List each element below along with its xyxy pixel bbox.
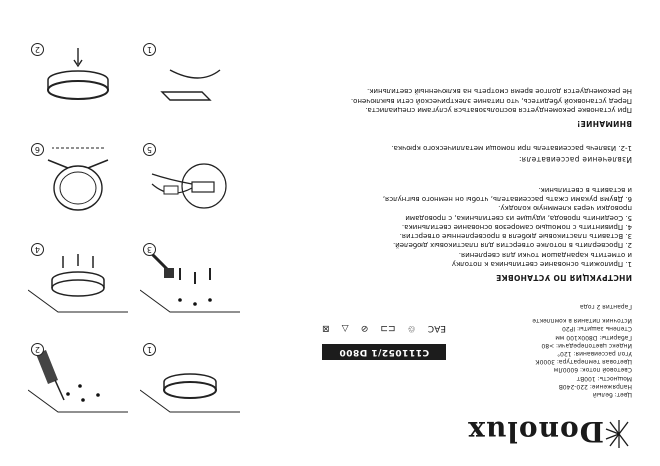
figure-install-6 <box>28 140 128 230</box>
spec-flux: Световой поток: 6000Лм <box>553 366 632 374</box>
wiring-illustration <box>140 140 240 230</box>
spec-list <box>482 316 632 398</box>
figure-install-1 <box>140 340 240 430</box>
brand-logo <box>467 412 634 452</box>
remove-steps <box>391 143 632 152</box>
figure-install-2 <box>28 340 128 430</box>
mark-warning: △ <box>341 323 349 333</box>
figure-number: 2 <box>31 43 44 56</box>
ceiling-ring-illustration <box>140 340 240 430</box>
spec-ip: Степень защиты: IP20 <box>562 325 632 333</box>
remove-line: 1-2. Извлечь рассеиватель при помощи металлического крючка. <box>391 144 632 152</box>
install-line: 6. Двумя руками сжать рассеиватель, чтобы он немного выгнулся, <box>382 194 632 203</box>
install-line: проводки через клеммную колодку. <box>498 204 632 213</box>
attention-title: ВНИМАНИЕ! <box>576 119 632 128</box>
mark-no: ⊘ <box>360 323 369 333</box>
figure-number: 1 <box>143 343 156 356</box>
spec-color: Цвет: белый <box>592 391 632 398</box>
figure-number: 5 <box>143 143 156 156</box>
model-code: C111052/1 D800 <box>322 344 446 360</box>
drill-illustration <box>28 340 128 430</box>
spec-power: Мощность: 100Вт <box>576 374 632 382</box>
warranty: Гарантия 2 года <box>579 303 632 310</box>
mark-recycle: ♲ <box>407 323 416 333</box>
install-line: 3. Вставить пластиковые дюбеля в просверленные отверстия. <box>399 232 632 241</box>
attention-line: Не рекомендуется долгое время смотреть на включенный светильник. <box>366 87 632 96</box>
install-line: и вставить в светильник. <box>538 185 632 194</box>
attention-line: При установке рекомендуется воспользоваться услугами специалиста. <box>365 106 632 114</box>
spec-angle: Угол рассеивания: 120° <box>557 349 632 357</box>
figure-install-4 <box>28 240 128 330</box>
spec-source: Источник питания в комплекте <box>532 317 632 325</box>
install-line: и отметить карандашом точки для сверления. <box>458 250 632 259</box>
remove-diffuser-illustration <box>28 40 128 130</box>
attention-lines <box>351 86 632 114</box>
figure-number: 3 <box>143 243 156 256</box>
figure-number: 6 <box>31 143 44 156</box>
figure-install-5 <box>140 140 240 230</box>
install-title: ИНСТРУКЦИЯ ПО УСТАНОВКЕ <box>495 273 632 282</box>
cert-marks <box>322 320 446 336</box>
install-line: 2. Просверлить в потолке отверстия для пластиковых дюбелей. <box>392 241 632 250</box>
install-line: 4. Привинтить с помощью саморезов основание светильника. <box>401 222 632 231</box>
diffuser-illustration <box>28 140 128 230</box>
mark-eac: ЕАС <box>427 323 446 333</box>
figure-number: 2 <box>31 343 44 356</box>
text-panel <box>320 10 642 460</box>
install-steps <box>383 184 632 268</box>
install-line: 1. Приложить основание светильника к потолку <box>451 260 632 268</box>
spec-voltage: Напряжение: 220-240В <box>558 382 632 390</box>
spec-temp: Цветовая температура: 3000К <box>535 358 632 366</box>
remove-title: Извлечение рассеивателя: <box>518 155 632 164</box>
figure-number: 1 <box>143 43 156 56</box>
attention-line: Перед установкой убедитесь, что питание электрической сети выключено. <box>350 96 632 105</box>
figures-panel <box>10 30 240 430</box>
mark-bin: ⊠ <box>322 323 330 333</box>
hook-illustration <box>140 40 240 130</box>
mark-class: ⊏⊐ <box>380 323 396 333</box>
dowels-illustration <box>140 240 240 330</box>
screw-base-illustration <box>28 240 128 330</box>
figure-number: 4 <box>31 243 44 256</box>
spec-size: Габариты: D800x100 мм <box>555 333 632 341</box>
spec-cri: Индекс цветопередачи: >80 <box>541 341 632 349</box>
figure-remove-1 <box>140 40 240 130</box>
brand-name: Donolux <box>467 415 604 448</box>
install-line: 5. Соединить провода, идущие из светильника, с проводами <box>405 213 632 222</box>
sun-icon <box>604 418 634 450</box>
figure-remove-2 <box>28 40 128 130</box>
figure-install-3 <box>140 240 240 330</box>
